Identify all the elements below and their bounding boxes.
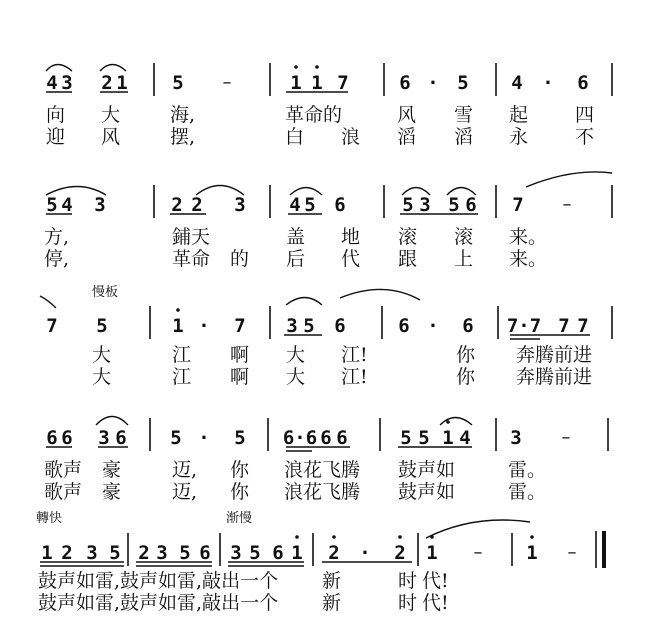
high-octave-dot xyxy=(430,535,434,539)
note: 6 xyxy=(272,542,284,564)
lyric: 来。 xyxy=(509,248,548,270)
lyric: 迈, xyxy=(172,459,198,481)
lyric-row xyxy=(44,226,547,248)
note: 6 xyxy=(398,315,410,337)
note: 7 xyxy=(337,72,349,94)
note: 1 xyxy=(426,542,438,564)
dot-extension: · xyxy=(198,315,210,337)
lyric: 豪 xyxy=(102,459,122,481)
lyric-row xyxy=(44,248,547,270)
note: 4 xyxy=(289,194,301,216)
tempo-mark-gradual-slow: 渐慢 xyxy=(226,511,253,526)
note: 5 xyxy=(303,315,315,337)
note: 4 xyxy=(511,72,523,94)
lyric: 起 xyxy=(509,104,529,126)
high-octave-dot xyxy=(332,535,336,539)
lyric: 上 xyxy=(454,248,474,270)
lyric-row xyxy=(46,126,594,148)
lyric: 滚 xyxy=(454,226,474,248)
lyric: 浪花飞腾 xyxy=(284,459,361,481)
lyric: 江 xyxy=(172,344,192,366)
note: 5 xyxy=(109,542,121,564)
lyric-row xyxy=(38,592,449,614)
note: 5 xyxy=(457,72,469,94)
slur xyxy=(526,172,612,187)
note: 1 xyxy=(311,72,323,94)
lyric: 鼓声如 xyxy=(398,459,456,481)
note: 7·7 xyxy=(506,315,542,337)
lyric: 啊 xyxy=(230,344,250,366)
high-octave-dot xyxy=(446,420,450,424)
lyric-row xyxy=(44,459,546,481)
slur xyxy=(96,417,128,426)
high-octave-dot xyxy=(295,535,299,539)
note: 2 xyxy=(394,542,406,564)
lyric: 不 xyxy=(575,126,595,148)
slur xyxy=(46,65,72,72)
lyric: 风 xyxy=(101,126,121,148)
high-octave-dot xyxy=(530,535,534,539)
score-line-1 xyxy=(46,63,612,148)
lyric: 迈, xyxy=(172,481,198,503)
note: 6 xyxy=(577,72,589,94)
score-line-5 xyxy=(36,510,604,614)
high-octave-dot xyxy=(315,65,319,69)
lyric: 地 xyxy=(341,226,361,248)
high-octave-dot xyxy=(176,308,180,312)
lyric: 浪花飞腾 xyxy=(284,481,361,503)
note: 5 xyxy=(249,542,261,564)
lyric: 鼓声如 xyxy=(398,481,456,503)
lyric: 江! xyxy=(341,344,368,366)
lyric: 奔腾前进 xyxy=(516,344,593,366)
note: 2 xyxy=(61,542,73,564)
lyric: 滚 xyxy=(398,226,418,248)
note: 2 xyxy=(191,194,203,216)
lyric: 来。 xyxy=(509,226,548,248)
note: 5 xyxy=(172,72,184,94)
lyric: 迎 xyxy=(46,126,66,148)
lyric: 大 xyxy=(286,344,306,366)
lyric: 代 xyxy=(341,248,361,270)
slur xyxy=(100,65,126,72)
note: 3 xyxy=(86,542,98,564)
lyric: 歌声 xyxy=(44,459,83,481)
sustain-dash: – xyxy=(562,194,572,215)
dot-extension: · xyxy=(359,542,371,564)
note: 1 xyxy=(291,542,303,564)
lyric: 方, xyxy=(44,226,70,248)
dot-extension: · xyxy=(427,315,439,337)
note: 5 xyxy=(96,315,108,337)
lyric: 代! xyxy=(422,592,449,614)
slur xyxy=(40,296,56,308)
lyric: 鋪天 xyxy=(172,226,211,248)
note: 1 xyxy=(116,72,128,94)
lyric: 歌声 xyxy=(44,481,83,503)
note: 6 xyxy=(465,194,477,216)
note: 1 xyxy=(290,72,302,94)
lyric-row xyxy=(38,570,449,592)
lyric-row xyxy=(92,344,592,366)
sustain-dash: – xyxy=(222,72,232,93)
lyric: 新 xyxy=(322,592,342,614)
note: 2 xyxy=(101,72,113,94)
lyric-row xyxy=(46,104,594,126)
note: 6 xyxy=(199,542,211,564)
lyric: 海, xyxy=(170,104,196,126)
lyric: 滔 xyxy=(397,126,417,148)
lyric: 永 xyxy=(509,126,529,148)
sustain-dash: – xyxy=(473,542,483,563)
note: 5 xyxy=(170,427,182,449)
note: 1 xyxy=(526,542,538,564)
lyric: 后 xyxy=(286,248,306,270)
note: 2 xyxy=(328,542,340,564)
note: 3 xyxy=(286,315,298,337)
lyric: 时 xyxy=(398,570,418,592)
lyric: 雪 xyxy=(454,104,474,126)
lyric: 停, xyxy=(44,248,70,270)
dot-extension: · xyxy=(198,427,210,449)
sustain-dash: – xyxy=(561,427,571,448)
note: 5 xyxy=(418,427,430,449)
lyric: 摆, xyxy=(170,126,196,148)
note: 5 xyxy=(234,427,246,449)
lyric: 革命 xyxy=(172,248,211,270)
slur xyxy=(340,289,420,300)
note: 1 xyxy=(172,315,184,337)
slur xyxy=(426,520,530,538)
lyric-row xyxy=(92,366,592,388)
lyric: 代! xyxy=(422,570,449,592)
lyric: 时 xyxy=(398,592,418,614)
lyric: 大 xyxy=(92,366,112,388)
note: 6 xyxy=(115,427,127,449)
dot-extension: · xyxy=(427,72,439,94)
note: 6 xyxy=(61,427,73,449)
lyric: 浪 xyxy=(341,126,361,148)
note: 7 xyxy=(46,315,58,337)
note: 6 xyxy=(320,427,332,449)
high-octave-dot xyxy=(398,535,402,539)
note: 6·6 xyxy=(282,427,318,449)
note: 3 xyxy=(419,194,431,216)
note: 6 xyxy=(46,427,58,449)
high-octave-dot xyxy=(294,65,298,69)
note: 5 xyxy=(46,194,58,216)
lyric: 你 xyxy=(456,366,476,388)
note: 1 xyxy=(442,427,454,449)
note: 2 xyxy=(138,542,150,564)
lyric: 四 xyxy=(575,104,595,126)
note: 3 xyxy=(94,194,106,216)
lyric: 雷。 xyxy=(508,459,547,481)
note: 3 xyxy=(98,427,110,449)
lyric: 鼓声如雷,鼓声如雷,敲出一个 xyxy=(38,592,279,614)
note: 6 xyxy=(334,194,346,216)
note: 5 xyxy=(400,427,412,449)
sustain-dash: – xyxy=(567,542,577,563)
lyric: 你 xyxy=(230,459,250,481)
lyric: 啊 xyxy=(230,366,250,388)
tempo-mark-faster: 轉快 xyxy=(36,511,63,526)
note: 6 xyxy=(336,427,348,449)
slur xyxy=(286,298,322,306)
lyric: 的 xyxy=(230,248,250,270)
lyric: 你 xyxy=(456,344,476,366)
note: 7 xyxy=(234,315,246,337)
lyric: 大 xyxy=(92,344,112,366)
lyric: 江 xyxy=(172,366,192,388)
lyric: 新 xyxy=(322,570,342,592)
note: 2 xyxy=(171,194,183,216)
note: 6 xyxy=(399,72,411,94)
score-line-2 xyxy=(44,172,612,270)
lyric: 你 xyxy=(230,481,250,503)
lyric: 白 xyxy=(285,126,305,148)
note: 3 xyxy=(230,542,242,564)
note: 3 xyxy=(156,542,168,564)
note: 4 xyxy=(61,194,73,216)
note: 4 xyxy=(459,427,471,449)
lyric: 盖 xyxy=(286,226,306,248)
note: 7 xyxy=(512,194,524,216)
lyric: 雷。 xyxy=(508,481,547,503)
lyric: 鼓声如雷,鼓声如雷,敲出一个 xyxy=(38,570,279,592)
note: 3 xyxy=(510,427,522,449)
lyric: 江! xyxy=(341,366,368,388)
lyric: 奔腾前进 xyxy=(516,366,593,388)
note: 7 xyxy=(558,315,570,337)
score-line-4 xyxy=(44,417,608,504)
lyric: 向 xyxy=(46,104,66,126)
lyric: 风 xyxy=(397,104,417,126)
note: 6 xyxy=(462,315,474,337)
note: 3 xyxy=(234,194,246,216)
lyric: 大 xyxy=(101,104,121,126)
slur xyxy=(440,418,472,426)
lyric-row xyxy=(44,481,546,503)
lyric: 豪 xyxy=(102,481,122,503)
note: 7 xyxy=(577,315,589,337)
lyric: 大 xyxy=(286,366,306,388)
lyric: 跟 xyxy=(398,248,418,270)
note: 1 xyxy=(41,542,53,564)
note: 6 xyxy=(334,315,346,337)
note: 5 xyxy=(179,542,191,564)
note: 5 xyxy=(448,194,460,216)
note: 4 xyxy=(46,72,58,94)
lyric: 革命的 xyxy=(285,104,343,126)
note: 5 xyxy=(402,194,414,216)
dot-extension: · xyxy=(542,72,554,94)
lyric: 滔 xyxy=(454,126,474,148)
score-line-3 xyxy=(40,284,612,388)
note: 3 xyxy=(61,72,73,94)
note: 5 xyxy=(304,194,316,216)
tempo-mark-slow: 慢板 xyxy=(92,285,119,300)
